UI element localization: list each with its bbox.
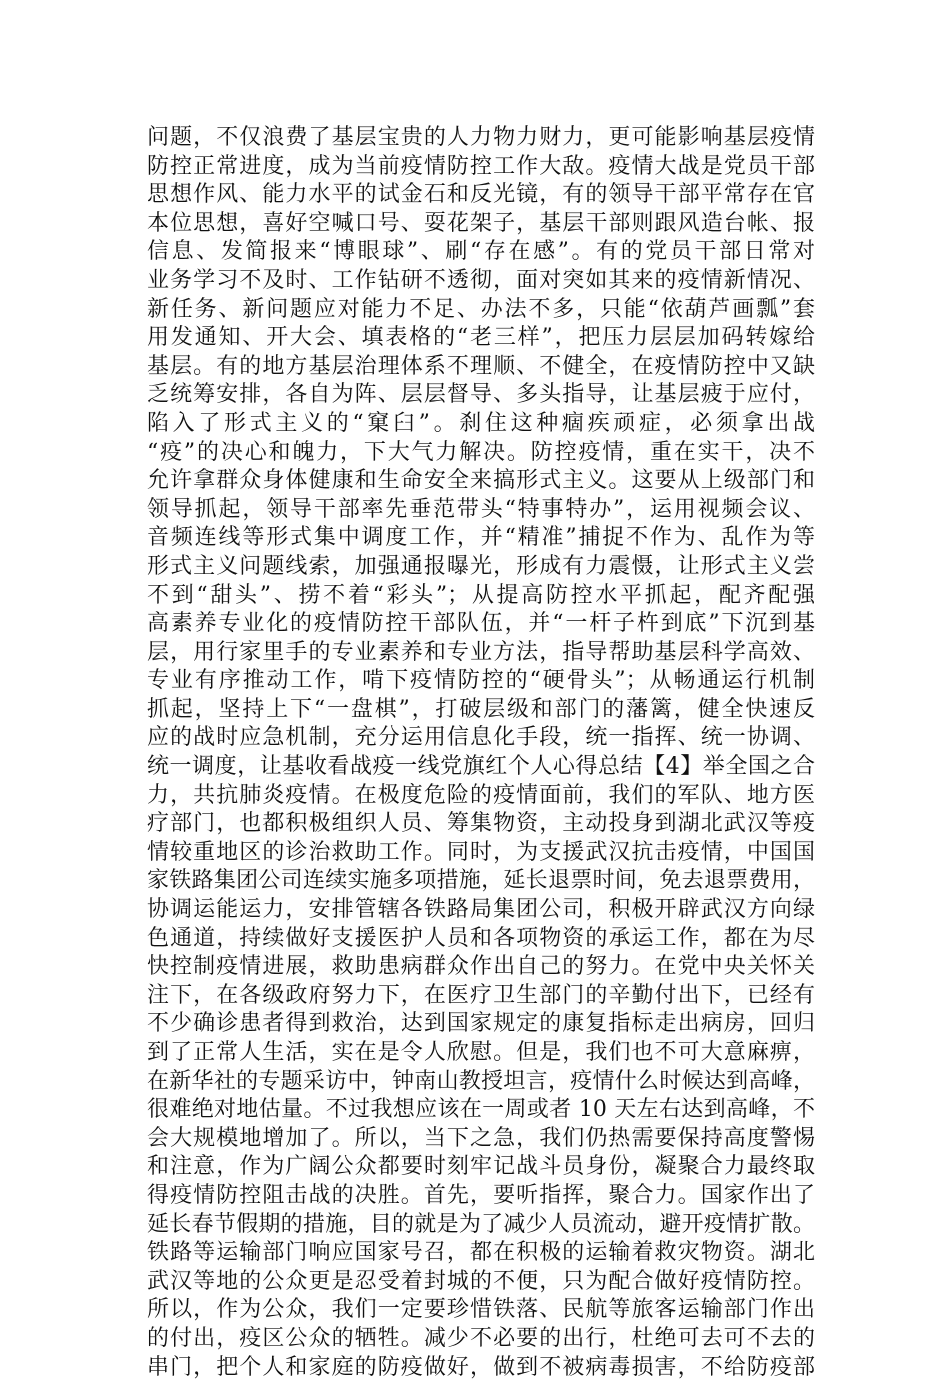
- text-line: 新任务、新问题应对能力不足、办法不多，只能“依葫芦画瓢”套: [147, 296, 815, 322]
- text-line: 情较重地区的诊治救助工作。同时，为支援武汉抗击疫情，中国国: [147, 839, 815, 865]
- text-line: 思想作风、能力水平的试金石和反光镜，有的领导干部平常存在官: [147, 182, 815, 208]
- text-line: 武汉等地的公众更是忍受着封城的不便，只为配合做好疫情防控。: [147, 1268, 815, 1294]
- text-line: 串门，把个人和家庭的防疫做好，做到不被病毒损害，不给防疫部: [147, 1354, 815, 1380]
- text-line: 高素养专业化的疫情防控干部队伍，并“一杆子杵到底”下沉到基: [147, 611, 815, 637]
- text-line: 快控制疫情进展，救助患病群众作出自己的努力。在党中央关怀关: [147, 954, 815, 980]
- text-line: 陷入了形式主义的“窠臼”。刹住这种痼疾顽症，必须拿出战: [147, 410, 815, 436]
- text-line: 在新华社的专题采访中，钟南山教授坦言，疫情什么时候达到高峰，: [147, 1068, 815, 1094]
- text-line: 基层。有的地方基层治理体系不理顺、不健全，在疫情防控中又缺: [147, 353, 815, 379]
- text-line: 色通道，持续做好支援医护人员和各项物资的承运工作，都在为尽: [147, 925, 815, 951]
- text-line: 疗部门，也都积极组织人员、筹集物资，主动投身到湖北武汉等疫: [147, 811, 815, 837]
- text-line: 层，用行家里手的专业素养和专业方法，指导帮助基层科学高效、: [147, 639, 815, 665]
- text-line: 用发通知、开大会、填表格的“老三样”，把压力层层加码转嫁给: [147, 325, 815, 351]
- text-line: 领导抓起，领导干部率先垂范带头“特事特办”，运用视频会议、: [147, 496, 815, 522]
- text-line: “疫”的决心和魄力，下大气力解决。防控疫情，重在实干，决不: [147, 439, 815, 465]
- text-line: 问题，不仅浪费了基层宝贵的人力物力财力，更可能影响基层疫情: [147, 125, 815, 150]
- text-line: 本位思想，喜好空喊口号、耍花架子，基层干部则跟风造台帐、报: [147, 210, 815, 236]
- text-line: 不到“甜头”、捞不着“彩头”；从提高防控水平抓起，配齐配强: [147, 582, 815, 608]
- text-line: 形式主义问题线索，加强通报曝光，形成有力震慑，让形式主义尝: [147, 553, 815, 579]
- text-line: 家铁路集团公司连续实施多项措施，延长退票时间，免去退票费用，: [147, 868, 815, 894]
- text-line: 允许拿群众身体健康和生命安全来搞形式主义。这要从上级部门和: [147, 468, 815, 494]
- text-line: 和注意，作为广阔公众都要时刻牢记战斗员身份，凝聚合力最终取: [147, 1154, 815, 1180]
- text-line: 很难绝对地估量。不过我想应该在一周或者 10 天左右达到高峰，不: [147, 1097, 815, 1123]
- text-line: 会大规模地增加了。所以，当下之急，我们仍热需要保持高度警惕: [147, 1125, 815, 1151]
- text-line: 所以，作为公众，我们一定要珍惜铁落、民航等旅客运输部门作出: [147, 1297, 815, 1323]
- text-line: 防控正常进度，成为当前疫情防控工作大敌。疫情大战是党员干部: [147, 153, 815, 179]
- text-line: 音频连线等形式集中调度工作，并“精准”捕捉不作为、乱作为等: [147, 525, 815, 551]
- text-line: 延长春节假期的措施，目的就是为了减少人员流动，避开疫情扩散。: [147, 1211, 815, 1237]
- text-line: 的付出，疫区公众的牺牲。减少不必要的出行，杜绝可去可不去的: [147, 1325, 815, 1351]
- text-line: 铁路等运输部门响应国家号召，都在积极的运输着救灾物资。湖北: [147, 1240, 815, 1266]
- text-line: 注下，在各级政府努力下，在医疗卫生部门的辛勤付出下，已经有: [147, 982, 815, 1008]
- body-text: [147, 124, 815, 1382]
- text-line: 乏统筹安排，各自为阵、层层督导、多头指导，让基层疲于应付，: [147, 382, 815, 408]
- text-line: 得疫情防控阻击战的决胜。首先，要听指挥，聚合力。国家作出了: [147, 1182, 815, 1208]
- text-line: 业务学习不及时、工作钻研不透彻，面对突如其来的疫情新情况、: [147, 267, 815, 293]
- text-line: 力，共抗肺炎疫情。在极度危险的疫情面前，我们的军队、地方医: [147, 782, 815, 808]
- text-line: 信息、发简报来“博眼球”、刷“存在感”。有的党员干部日常对: [147, 239, 815, 265]
- text-line: 协调运能运力，安排管辖各铁路局集团公司，积极开辟武汉方向绿: [147, 897, 815, 923]
- text-line: 抓起，坚持上下“一盘棋”，打破层级和部门的藩篱，健全快速反: [147, 696, 815, 722]
- text-line: 统一调度，让基收看战疫一线党旗红个人心得总结【4】举全国之合: [147, 754, 815, 780]
- text-line: 专业有序推动工作，啃下疫情防控的“硬骨头”；从畅通运行机制: [147, 668, 815, 694]
- text-line: 不少确诊患者得到救治，达到国家规定的康复指标走出病房，回归: [147, 1011, 815, 1037]
- text-line: 到了正常人生活，实在是令人欣慰。但是，我们也不可大意麻痹，: [147, 1040, 815, 1065]
- text-line: 应的战时应急机制，充分运用信息化手段，统一指挥、统一协调、: [147, 725, 815, 751]
